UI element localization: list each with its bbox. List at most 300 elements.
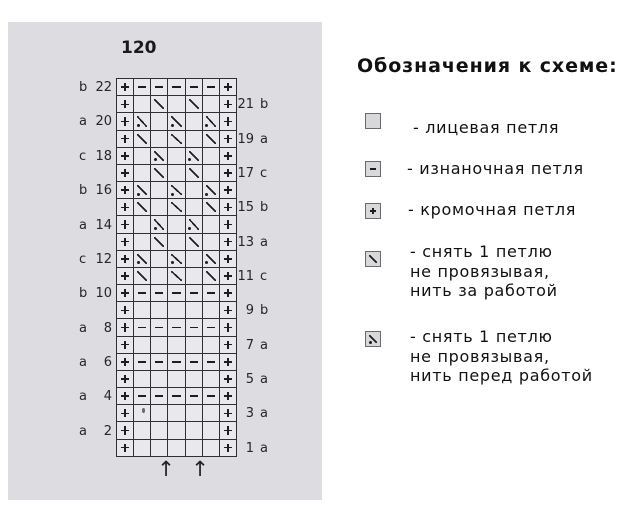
edge-stitch-icon	[117, 371, 133, 387]
row-number-label: 5	[245, 372, 254, 388]
chart-cell	[168, 388, 185, 405]
chart-cell	[186, 337, 203, 354]
chart-cell	[117, 96, 134, 113]
chart-cell	[151, 131, 168, 148]
chart-cell	[151, 96, 168, 113]
chart-cell	[168, 216, 185, 233]
row-label-left	[79, 182, 112, 199]
chart-cell	[117, 79, 134, 96]
chart-cell	[220, 96, 237, 113]
slip-yarn-back-icon	[168, 131, 184, 147]
chart-cell	[168, 337, 185, 354]
chart-cell	[203, 96, 220, 113]
slip-yarn-back-icon	[134, 268, 150, 284]
row-number-label: 11	[237, 269, 254, 285]
row-label-right	[237, 405, 273, 422]
slip-yarn-back-icon	[168, 268, 184, 284]
chart-cell	[151, 79, 168, 96]
chart-cell	[134, 79, 151, 96]
row-number-label: 8	[103, 320, 112, 336]
repeat-arrow-icon: ↑	[157, 457, 175, 481]
edge-stitch-icon	[117, 354, 133, 370]
edge-stitch-icon	[117, 405, 133, 421]
edge-stitch-icon	[220, 388, 236, 404]
row-number-label: 14	[95, 217, 112, 233]
row-yarn-label: c	[79, 251, 87, 267]
legend-text-line: - кромочная петля	[408, 200, 577, 219]
edge-stitch-icon	[220, 182, 236, 198]
chart-cell	[220, 440, 237, 457]
chart-cell	[151, 302, 168, 319]
purl-icon	[168, 285, 184, 301]
chart-cell	[134, 199, 151, 216]
chart-cell	[134, 302, 151, 319]
chart-cell	[117, 234, 134, 251]
edge-stitch-icon	[220, 165, 236, 181]
chart-cell	[134, 216, 151, 233]
chart-cell	[117, 388, 134, 405]
purl-icon	[186, 388, 202, 404]
row-yarn-label: c	[260, 165, 268, 181]
chart-cell	[220, 165, 237, 182]
edge-stitch-icon	[366, 204, 380, 218]
chart-cell	[168, 319, 185, 336]
row-label-right	[237, 199, 273, 216]
chart-cell	[151, 148, 168, 165]
chart-cell	[220, 131, 237, 148]
edge-stitch-icon	[220, 131, 236, 147]
slip-yarn-front-icon	[186, 148, 202, 164]
purl-icon	[151, 388, 167, 404]
edge-stitch-icon	[220, 251, 236, 267]
legend-text-line: не провязывая,	[410, 346, 550, 366]
slip-yarn-front-icon	[366, 332, 380, 346]
edge-stitch-icon	[117, 337, 133, 353]
chart-cell	[203, 79, 220, 96]
ink-mark-icon	[134, 405, 150, 421]
edge-stitch-icon	[117, 79, 133, 95]
chart-cell	[117, 422, 134, 439]
chart-cell	[134, 165, 151, 182]
slip-yarn-front-icon	[134, 182, 150, 198]
edge-stitch-icon	[220, 199, 236, 215]
chart-cell	[186, 285, 203, 302]
chart-cell	[117, 251, 134, 268]
chart-cell	[203, 113, 220, 130]
chart-cell	[220, 422, 237, 439]
row-label-right	[237, 440, 273, 457]
edge-stitch-icon	[117, 234, 133, 250]
chart-cell	[220, 337, 237, 354]
row-number-label: 10	[95, 286, 112, 302]
legend-text-line: нить перед работой	[410, 366, 593, 385]
chart-cell	[134, 285, 151, 302]
legend-text-line: нить за работой	[410, 281, 558, 300]
chart-cell	[168, 371, 185, 388]
slip-yarn-front-icon	[203, 182, 219, 198]
chart-cell	[151, 113, 168, 130]
row-yarn-label: a	[79, 217, 87, 233]
chart-cell	[168, 165, 185, 182]
chart-cell	[134, 268, 151, 285]
chart-cell	[203, 388, 220, 405]
edge-stitch-icon	[117, 319, 133, 335]
slip-yarn-back-icon	[186, 165, 202, 181]
chart-cell	[168, 251, 185, 268]
chart-cell	[186, 234, 203, 251]
chart-cell	[151, 337, 168, 354]
edge-stitch-icon	[117, 148, 133, 164]
legend-item-text	[410, 242, 558, 301]
slip-yarn-back-icon	[151, 165, 167, 181]
row-label-left	[79, 79, 112, 96]
chart-cell	[186, 319, 203, 336]
edge-stitch-icon	[117, 96, 133, 112]
row-label-right	[237, 268, 273, 285]
chart-cell	[117, 337, 134, 354]
purl-icon	[203, 285, 219, 301]
chart-cell	[203, 354, 220, 371]
legend-text-line: - лицевая петля	[413, 118, 560, 137]
chart-cell	[134, 113, 151, 130]
chart-cell	[220, 405, 237, 422]
row-yarn-label: c	[79, 148, 87, 164]
row-label-left	[79, 113, 112, 130]
purl-icon	[134, 285, 150, 301]
edge-stitch-icon	[220, 440, 236, 456]
row-yarn-label: b	[260, 200, 269, 216]
row-number-label: 21	[237, 97, 254, 113]
chart-cell	[117, 371, 134, 388]
chart-cell	[117, 319, 134, 336]
legend-text-line: - снять 1 петлю	[410, 327, 553, 346]
chart-cell	[186, 113, 203, 130]
chart-cell	[203, 422, 220, 439]
chart-cell	[220, 79, 237, 96]
row-number-label: 18	[95, 148, 112, 164]
slip-yarn-back-icon	[186, 96, 202, 112]
purl-icon	[151, 354, 167, 370]
chart-cell	[134, 182, 151, 199]
chart-cell	[168, 234, 185, 251]
edge-stitch-icon	[220, 216, 236, 232]
chart-cell	[203, 302, 220, 319]
chart-cell	[186, 388, 203, 405]
row-yarn-label: a	[260, 406, 268, 422]
row-yarn-label: b	[79, 80, 88, 96]
chart-cell	[220, 251, 237, 268]
row-yarn-label: b	[260, 97, 269, 113]
row-yarn-label: a	[79, 320, 87, 336]
chart-cell	[220, 285, 237, 302]
legend-item-text	[410, 327, 593, 386]
chart-cell	[151, 422, 168, 439]
row-number-label: 20	[95, 114, 112, 130]
edge-stitch-icon	[117, 199, 133, 215]
edge-stitch-icon	[117, 113, 133, 129]
row-label-left	[79, 354, 112, 371]
chart-cell	[117, 216, 134, 233]
chart-cell	[220, 216, 237, 233]
purl-icon	[203, 354, 219, 370]
row-label-right	[237, 371, 273, 388]
row-yarn-label: a	[79, 114, 87, 130]
row-yarn-label: a	[79, 389, 87, 405]
row-label-right	[237, 165, 273, 182]
chart-cell	[168, 96, 185, 113]
chart-cell	[151, 234, 168, 251]
chart-cell	[220, 113, 237, 130]
chart-cell	[134, 371, 151, 388]
slip-yarn-front-icon	[134, 251, 150, 267]
row-label-left	[79, 285, 112, 302]
row-yarn-label: a	[260, 234, 268, 250]
chart-cell	[168, 148, 185, 165]
chart-cell	[117, 302, 134, 319]
chart-cell	[220, 268, 237, 285]
slip-yarn-back-icon	[186, 234, 202, 250]
slip-yarn-front-icon	[134, 113, 150, 129]
edge-stitch-icon	[117, 251, 133, 267]
chart-cell	[117, 268, 134, 285]
row-label-right	[237, 337, 273, 354]
chart-cell	[220, 354, 237, 371]
purl-icon	[134, 388, 150, 404]
slip-yarn-back-icon	[203, 131, 219, 147]
row-number-label: 6	[103, 354, 112, 370]
chart-cell	[186, 354, 203, 371]
knit-icon	[366, 114, 380, 128]
row-number-label: 9	[245, 303, 254, 319]
purl-icon	[151, 285, 167, 301]
row-number-label: 12	[95, 251, 112, 267]
chart-cell	[203, 216, 220, 233]
chart-cell	[203, 165, 220, 182]
chart-cell	[203, 405, 220, 422]
row-yarn-label: a	[79, 423, 87, 439]
row-label-left	[79, 423, 112, 440]
legend-symbol	[365, 113, 381, 129]
purl-icon	[134, 354, 150, 370]
row-number-label: 13	[237, 234, 254, 250]
purl-icon	[151, 79, 167, 95]
chart-cell	[203, 337, 220, 354]
edge-stitch-icon	[117, 182, 133, 198]
purl-icon	[151, 319, 167, 335]
slip-yarn-front-icon	[203, 113, 219, 129]
chart-cell	[203, 319, 220, 336]
chart-cell	[220, 371, 237, 388]
row-label-right	[237, 131, 273, 148]
purl-icon	[203, 388, 219, 404]
chart-cell	[186, 182, 203, 199]
chart-cell	[220, 234, 237, 251]
row-yarn-label: a	[260, 337, 268, 353]
slip-yarn-front-icon	[151, 216, 167, 232]
edge-stitch-icon	[117, 285, 133, 301]
legend-title: Обозначения к схеме:	[357, 55, 618, 77]
legend-text-line: - снять 1 петлю	[410, 242, 553, 261]
chart-cell	[186, 268, 203, 285]
edge-stitch-icon	[220, 302, 236, 318]
slip-yarn-front-icon	[186, 216, 202, 232]
chart-cell	[168, 182, 185, 199]
chart-cell	[203, 285, 220, 302]
chart-cell	[117, 113, 134, 130]
chart-cell	[134, 319, 151, 336]
knitting-chart-grid	[116, 78, 237, 457]
row-number-label: 7	[245, 337, 254, 353]
row-number-label: 17	[237, 165, 254, 181]
chart-cell	[203, 234, 220, 251]
chart-cell	[220, 148, 237, 165]
row-label-right	[237, 96, 273, 113]
edge-stitch-icon	[220, 268, 236, 284]
purl-icon	[186, 319, 202, 335]
slip-yarn-back-icon	[366, 252, 380, 266]
chart-cell	[134, 251, 151, 268]
row-number-label: 1	[245, 440, 254, 456]
chart-cell	[220, 199, 237, 216]
edge-stitch-icon	[220, 354, 236, 370]
edge-stitch-icon	[117, 388, 133, 404]
chart-cell	[203, 371, 220, 388]
legend-symbol	[365, 251, 381, 267]
chart-cell	[117, 285, 134, 302]
edge-stitch-icon	[117, 302, 133, 318]
chart-cell	[151, 251, 168, 268]
chart-cell	[168, 440, 185, 457]
row-yarn-label: b	[79, 286, 88, 302]
chart-cell	[168, 268, 185, 285]
chart-cell	[151, 199, 168, 216]
edge-stitch-icon	[117, 422, 133, 438]
purl-icon	[186, 285, 202, 301]
chart-cell	[203, 131, 220, 148]
chart-cell	[168, 405, 185, 422]
edge-stitch-icon	[117, 440, 133, 456]
chart-cell	[151, 388, 168, 405]
chart-cell	[186, 371, 203, 388]
chart-cell	[117, 405, 134, 422]
chart-cell	[168, 302, 185, 319]
chart-cell	[203, 182, 220, 199]
chart-cell	[168, 422, 185, 439]
chart-cell	[168, 354, 185, 371]
edge-stitch-icon	[220, 319, 236, 335]
slip-yarn-back-icon	[151, 234, 167, 250]
chart-cell	[134, 440, 151, 457]
chart-cell	[203, 440, 220, 457]
slip-yarn-front-icon	[168, 182, 184, 198]
chart-cell	[186, 199, 203, 216]
row-label-left	[79, 148, 112, 165]
legend-item-text	[413, 118, 559, 138]
purl-icon	[168, 319, 184, 335]
row-number-label: 22	[95, 80, 112, 96]
chart-cell	[168, 285, 185, 302]
slip-yarn-back-icon	[203, 268, 219, 284]
row-yarn-label: a	[260, 131, 268, 147]
purl-icon	[134, 319, 150, 335]
slip-yarn-back-icon	[203, 199, 219, 215]
chart-cell	[117, 354, 134, 371]
purl-icon	[134, 79, 150, 95]
chart-cell	[186, 216, 203, 233]
edge-stitch-icon	[220, 96, 236, 112]
purl-icon	[366, 162, 380, 176]
repeat-arrow-icon: ↑	[191, 457, 209, 481]
legend-symbol	[365, 203, 381, 219]
chart-cell	[134, 354, 151, 371]
chart-cell	[134, 388, 151, 405]
chart-cell	[186, 165, 203, 182]
edge-stitch-icon	[220, 113, 236, 129]
row-yarn-label: b	[260, 303, 269, 319]
edge-stitch-icon	[220, 405, 236, 421]
chart-cell	[134, 234, 151, 251]
slip-yarn-back-icon	[168, 199, 184, 215]
chart-cell	[186, 96, 203, 113]
legend-symbol	[365, 331, 381, 347]
chart-cell	[117, 148, 134, 165]
chart-cell	[168, 199, 185, 216]
slip-yarn-front-icon	[151, 148, 167, 164]
chart-cell	[134, 405, 151, 422]
purl-icon	[186, 79, 202, 95]
chart-cell	[186, 440, 203, 457]
row-number-label: 15	[237, 200, 254, 216]
row-label-left	[79, 388, 112, 405]
chart-cell	[151, 354, 168, 371]
row-number-label: 2	[103, 423, 112, 439]
chart-cell	[186, 79, 203, 96]
chart-cell	[151, 405, 168, 422]
chart-cell	[151, 165, 168, 182]
edge-stitch-icon	[220, 285, 236, 301]
chart-cell	[117, 165, 134, 182]
chart-cell	[168, 131, 185, 148]
edge-stitch-icon	[117, 268, 133, 284]
chart-cell	[151, 371, 168, 388]
chart-cell	[151, 182, 168, 199]
chart-cell	[151, 440, 168, 457]
chart-cell	[117, 199, 134, 216]
edge-stitch-icon	[220, 148, 236, 164]
purl-icon	[186, 354, 202, 370]
chart-cell	[134, 96, 151, 113]
legend-item-text	[408, 200, 576, 220]
slip-yarn-back-icon	[134, 199, 150, 215]
purl-icon	[168, 79, 184, 95]
edge-stitch-icon	[220, 337, 236, 353]
chart-cell	[134, 422, 151, 439]
purl-icon	[168, 354, 184, 370]
chart-cell	[220, 182, 237, 199]
chart-cell	[168, 113, 185, 130]
chart-cell	[203, 148, 220, 165]
purl-icon	[203, 319, 219, 335]
chart-cell	[203, 268, 220, 285]
slip-yarn-back-icon	[151, 96, 167, 112]
chart-cell	[134, 148, 151, 165]
row-yarn-label: b	[79, 183, 88, 199]
chart-cell	[220, 319, 237, 336]
row-label-left	[79, 216, 112, 233]
row-yarn-label: c	[260, 269, 268, 285]
row-number-label: 3	[245, 406, 254, 422]
chart-cell	[151, 285, 168, 302]
